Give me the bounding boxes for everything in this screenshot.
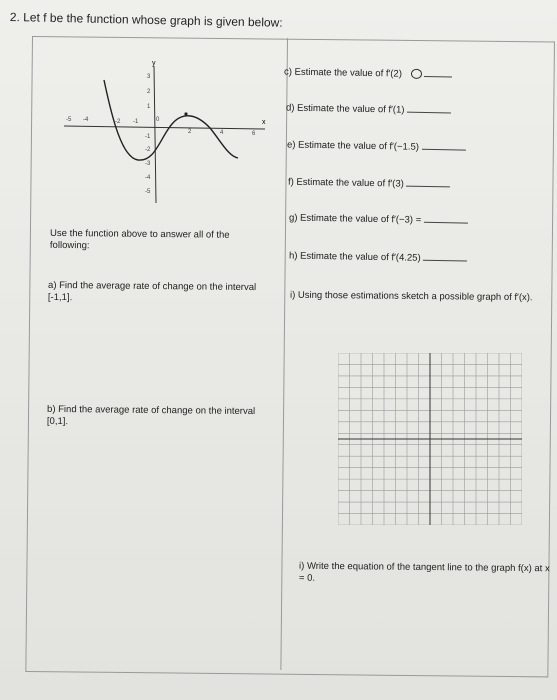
x-tick-label: 6 [252,131,256,137]
answer-blank [424,67,452,77]
graph-x-axis [64,126,265,129]
question-d-text: d) Estimate the value of f′(1) [285,102,405,116]
question-c-text: c) Estimate the value of f′(2) [283,66,403,80]
answer-blank [407,103,451,114]
x-axis-label: x [262,119,266,126]
question-a: a) Find the average rate of change on the interval [-1,1]. [47,279,257,304]
question-h-text: h) Estimate the value of f′(4.25) [288,250,421,264]
answer-blank [422,140,466,151]
answer-blank [406,177,450,188]
question-b: b) Find the average rate of change on the interval [0,1]. [46,403,256,428]
y-tick-label: 3 [147,74,151,80]
x-tick-label: -4 [83,117,89,123]
question-d [286,101,451,118]
x-tick-label: 4 [220,130,224,136]
question-i: i) Using those estimations sketch a possible graph of f′(x). [289,289,533,304]
x-tick-label: -5 [66,117,72,123]
question-e-text: e) Estimate the value of f′(−1.5) [286,139,420,153]
answer-circle-mark [410,69,421,79]
x-tick-label: 2 [188,129,192,135]
question-j: i) Write the equation of the tangent line to the graph f(x) at x = 0. [298,560,550,584]
x-tick-label: -1 [133,119,139,125]
y-tick-label: -4 [145,175,151,181]
blank-graph-grid [338,353,522,525]
question-g-text: g) Estimate the value of f′(−3) = [288,212,422,226]
question-f-text: f) Estimate the value of f′(3) [287,176,404,190]
question-f [288,175,451,192]
y-tick-label: -1 [145,134,151,140]
curve-point [184,112,187,115]
graph-y-axis [154,66,156,203]
y-tick-label: 2 [147,89,151,95]
y-tick-label: -5 [145,189,151,195]
y-tick-label: 1 [147,104,151,110]
y-tick-label: -3 [145,161,151,167]
y-axis-label: y [152,60,156,67]
function-graph [60,58,270,208]
x-tick-label: 0 [156,117,160,123]
function-curve [104,80,238,160]
problem-title: 2. Let f be the function whose graph is given below: [9,10,283,30]
x-tick-label: -2 [115,119,121,125]
question-c [284,65,452,82]
instructions-text: Use the function above to answer all of the following: [49,227,230,252]
y-tick-label: -2 [145,147,151,153]
answer-blank [424,213,468,224]
answer-blank [423,251,467,262]
